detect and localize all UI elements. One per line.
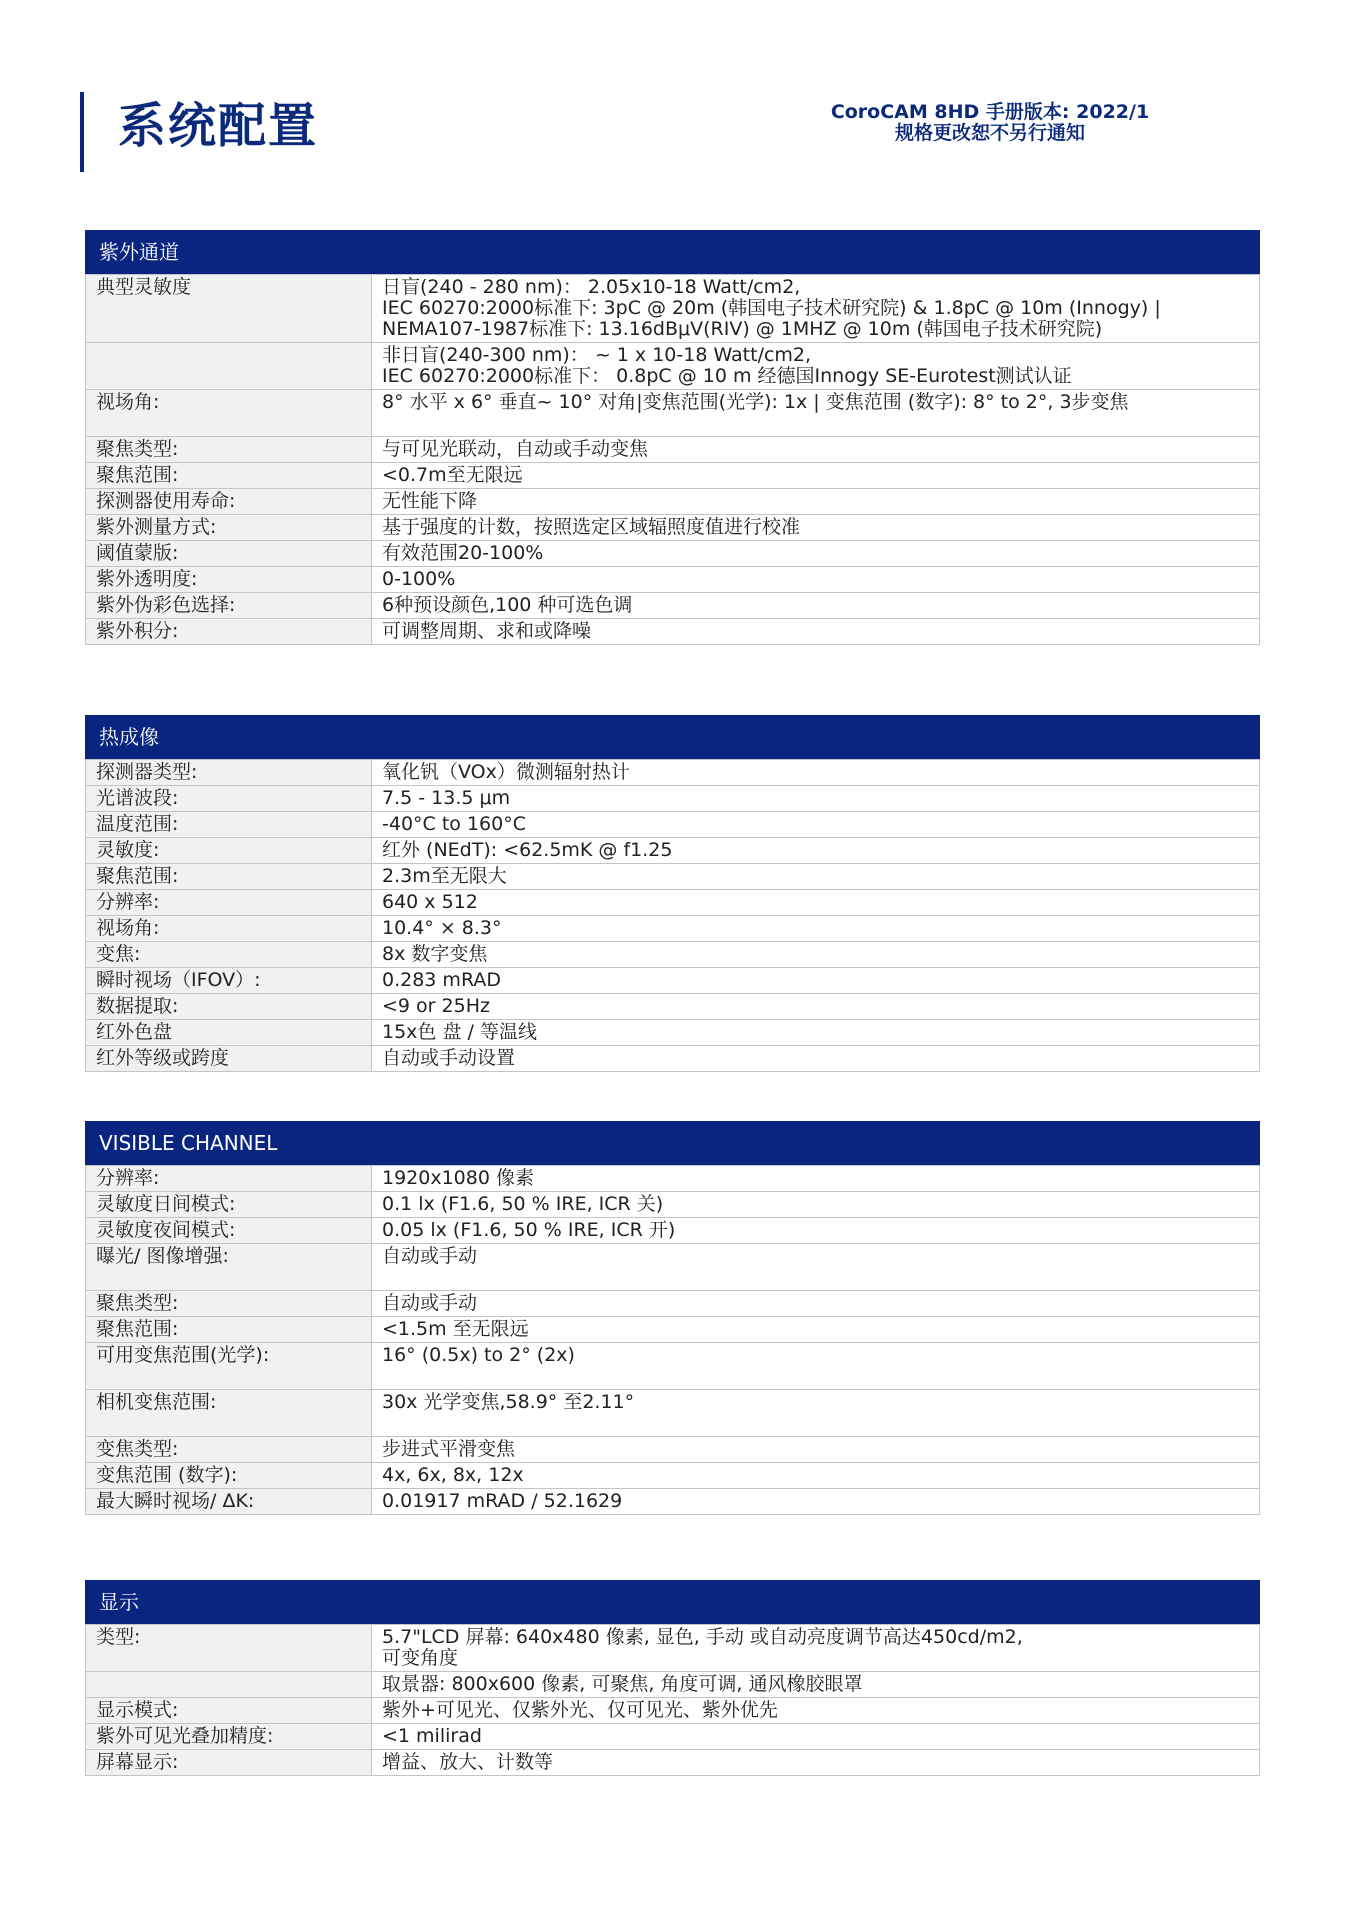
spec-value-line: 16° (0.5x) to 2° (2x) bbox=[382, 1344, 575, 1366]
spec-row bbox=[86, 515, 1260, 541]
spec-row bbox=[86, 1750, 1260, 1776]
spec-row bbox=[86, 838, 1260, 864]
spec-value-line: 0.05 lx (F1.6, 50 % IRE, ICR 开) bbox=[382, 1219, 676, 1241]
document-meta bbox=[800, 102, 1180, 145]
spec-value-line bbox=[382, 1413, 1249, 1434]
spec-value bbox=[372, 1750, 1260, 1776]
spec-value bbox=[372, 1489, 1260, 1515]
spec-value-line: 4x, 6x, 8x, 12x bbox=[382, 1464, 524, 1486]
spec-label: 聚焦类型: bbox=[86, 437, 372, 463]
thermal-section bbox=[85, 715, 1260, 1072]
spec-label: 变焦: bbox=[86, 942, 372, 968]
spec-table bbox=[85, 1165, 1260, 1515]
spec-value-line: 可调整周期、求和或降噪 bbox=[382, 620, 592, 642]
spec-label: 阈值蒙版: bbox=[86, 541, 372, 567]
spec-value bbox=[372, 1390, 1260, 1437]
visible-channel-section bbox=[85, 1121, 1260, 1515]
spec-value bbox=[372, 567, 1260, 593]
spec-value bbox=[372, 1463, 1260, 1489]
spec-value bbox=[372, 437, 1260, 463]
spec-label: 分辨率: bbox=[86, 890, 372, 916]
spec-value-line: 增益、放大、计数等 bbox=[382, 1751, 554, 1773]
section-header: 显示 bbox=[85, 1580, 1260, 1624]
spec-label: 紫外测量方式: bbox=[86, 515, 372, 541]
spec-value-line bbox=[382, 413, 1249, 434]
spec-value bbox=[372, 275, 1260, 343]
spec-label: 紫外伪彩色选择: bbox=[86, 593, 372, 619]
uv-channel-section bbox=[85, 230, 1260, 645]
page-title: 系统配置 bbox=[118, 98, 319, 154]
spec-label: 数据提取: bbox=[86, 994, 372, 1020]
spec-label: 瞬时视场（IFOV）: bbox=[86, 968, 372, 994]
spec-row bbox=[86, 619, 1260, 645]
spec-row bbox=[86, 916, 1260, 942]
spec-value-line: 氧化钒（VOx）微测辐射热计 bbox=[382, 761, 630, 783]
spec-value bbox=[372, 515, 1260, 541]
spec-row bbox=[86, 1489, 1260, 1515]
spec-row bbox=[86, 567, 1260, 593]
spec-value bbox=[372, 463, 1260, 489]
manual-version: CoroCAM 8HD 手册版本: 2022/1 bbox=[830, 101, 1150, 123]
spec-value-line: NEMA107-1987标准下: 13.16dBμV(RIV) @ 1MHZ @ 10m (韩国电子技术研究院) bbox=[382, 318, 1103, 340]
spec-row bbox=[86, 1343, 1260, 1390]
spec-value-line: 有效范围20-100% bbox=[382, 542, 544, 564]
spec-label: 变焦范围 (数字): bbox=[86, 1463, 372, 1489]
spec-value-line: 2.3m至无限大 bbox=[382, 865, 507, 887]
spec-label: 紫外可见光叠加精度: bbox=[86, 1724, 372, 1750]
spec-value bbox=[372, 1166, 1260, 1192]
spec-value-line: 1920x1080 像素 bbox=[382, 1167, 534, 1189]
spec-value bbox=[372, 1218, 1260, 1244]
spec-table bbox=[85, 1624, 1260, 1776]
spec-label: 灵敏度: bbox=[86, 838, 372, 864]
spec-value bbox=[372, 593, 1260, 619]
spec-value bbox=[372, 1046, 1260, 1072]
spec-value-line: 8x 数字变焦 bbox=[382, 943, 488, 965]
spec-value-line: <0.7m至无限远 bbox=[382, 464, 523, 486]
spec-value-line: 红外 (NEdT): <62.5mK @ f1.25 bbox=[382, 839, 673, 861]
spec-row bbox=[86, 786, 1260, 812]
spec-value-line: 7.5 - 13.5 μm bbox=[382, 787, 511, 809]
spec-row bbox=[86, 275, 1260, 343]
spec-row bbox=[86, 1390, 1260, 1437]
spec-value-line bbox=[382, 1366, 1249, 1387]
spec-value bbox=[372, 1244, 1260, 1291]
spec-value bbox=[372, 541, 1260, 567]
spec-label: 光谱波段: bbox=[86, 786, 372, 812]
spec-label bbox=[86, 1672, 372, 1698]
spec-value-line: 日盲(240 - 280 nm)： 2.05x10-18 Watt/cm2, bbox=[382, 276, 801, 298]
spec-label: 变焦类型: bbox=[86, 1437, 372, 1463]
spec-value bbox=[372, 1724, 1260, 1750]
spec-label: 分辨率: bbox=[86, 1166, 372, 1192]
spec-notice: 规格更改恕不另行通知 bbox=[894, 122, 1085, 145]
spec-row bbox=[86, 1625, 1260, 1672]
spec-value-line: 30x 光学变焦,58.9° 至2.11° bbox=[382, 1391, 635, 1413]
spec-value-line: 自动或手动 bbox=[382, 1292, 478, 1314]
spec-value-line: 与可见光联动，自动或手动变焦 bbox=[382, 438, 649, 460]
spec-label: 红外等级或跨度 bbox=[86, 1046, 372, 1072]
spec-value-line: <1 milirad bbox=[382, 1725, 482, 1747]
spec-label: 视场角: bbox=[86, 916, 372, 942]
spec-value-line: 0.1 lx (F1.6, 50 % IRE, ICR 关) bbox=[382, 1193, 664, 1215]
spec-value bbox=[372, 812, 1260, 838]
spec-value-line: IEC 60270:2000标准下: 3pC @ 20m (韩国电子技术研究院) & 1.8pC @ 10m (Innogy) | bbox=[382, 297, 1161, 319]
spec-row bbox=[86, 593, 1260, 619]
spec-label: 聚焦类型: bbox=[86, 1291, 372, 1317]
spec-value-line: IEC 60270:2000标准下： 0.8pC @ 10 m 经德国Innogy SE-Eurotest测试认证 bbox=[382, 365, 1072, 387]
spec-row bbox=[86, 463, 1260, 489]
spec-label: 聚焦范围: bbox=[86, 463, 372, 489]
spec-value bbox=[372, 390, 1260, 437]
spec-label: 探测器类型: bbox=[86, 760, 372, 786]
spec-row bbox=[86, 437, 1260, 463]
spec-row bbox=[86, 489, 1260, 515]
spec-value-line bbox=[382, 1267, 1249, 1288]
spec-value bbox=[372, 1672, 1260, 1698]
spec-label: 紫外积分: bbox=[86, 619, 372, 645]
spec-value-line: 可变角度 bbox=[382, 1647, 459, 1669]
spec-label: 聚焦范围: bbox=[86, 1317, 372, 1343]
spec-value bbox=[372, 890, 1260, 916]
section-header: 紫外通道 bbox=[85, 230, 1260, 274]
spec-row bbox=[86, 1317, 1260, 1343]
display-section bbox=[85, 1580, 1260, 1776]
spec-label: 视场角: bbox=[86, 390, 372, 437]
section-header: 热成像 bbox=[85, 715, 1260, 759]
spec-value bbox=[372, 864, 1260, 890]
spec-label: 灵敏度夜间模式: bbox=[86, 1218, 372, 1244]
spec-label: 最大瞬时视场/ ΔK: bbox=[86, 1489, 372, 1515]
spec-value-line: 0.283 mRAD bbox=[382, 969, 502, 991]
spec-label: 曝光/ 图像增强: bbox=[86, 1244, 372, 1291]
spec-value bbox=[372, 838, 1260, 864]
spec-value bbox=[372, 619, 1260, 645]
spec-label: 可用变焦范围(光学): bbox=[86, 1343, 372, 1390]
spec-value-line: 步进式平滑变焦 bbox=[382, 1438, 516, 1460]
spec-row bbox=[86, 1672, 1260, 1698]
spec-value-line: 非日盲(240-300 nm)： ~ 1 x 10-18 Watt/cm2, bbox=[382, 344, 812, 366]
spec-row bbox=[86, 942, 1260, 968]
spec-value bbox=[372, 489, 1260, 515]
spec-value bbox=[372, 343, 1260, 390]
spec-row bbox=[86, 968, 1260, 994]
spec-label: 屏幕显示: bbox=[86, 1750, 372, 1776]
spec-row bbox=[86, 541, 1260, 567]
spec-label bbox=[86, 343, 372, 390]
spec-label: 探测器使用寿命: bbox=[86, 489, 372, 515]
spec-row bbox=[86, 343, 1260, 390]
spec-row bbox=[86, 1218, 1260, 1244]
spec-value-line: 0.01917 mRAD / 52.1629 bbox=[382, 1490, 623, 1512]
spec-value-line: 自动或手动 bbox=[382, 1245, 478, 1267]
spec-row bbox=[86, 1463, 1260, 1489]
spec-value bbox=[372, 942, 1260, 968]
spec-value bbox=[372, 916, 1260, 942]
spec-value bbox=[372, 1291, 1260, 1317]
spec-value-line: 6种预设颜色,100 种可选色调 bbox=[382, 594, 633, 616]
spec-value bbox=[372, 1343, 1260, 1390]
spec-table bbox=[85, 274, 1260, 645]
spec-value-line: 8° 水平 x 6° 垂直~ 10° 对角|变焦范围(光学): 1x | 变焦范围 (数字): 8° to 2°, 3步变焦 bbox=[382, 391, 1129, 413]
spec-row bbox=[86, 1046, 1260, 1072]
spec-label: 温度范围: bbox=[86, 812, 372, 838]
spec-row bbox=[86, 1291, 1260, 1317]
spec-table bbox=[85, 759, 1260, 1072]
spec-value-line: 640 x 512 bbox=[382, 891, 478, 913]
spec-label: 聚焦范围: bbox=[86, 864, 372, 890]
spec-row bbox=[86, 1698, 1260, 1724]
spec-value-line: 自动或手动设置 bbox=[382, 1047, 516, 1069]
spec-row bbox=[86, 1437, 1260, 1463]
spec-label: 相机变焦范围: bbox=[86, 1390, 372, 1437]
spec-value-line: -40°C to 160°C bbox=[382, 813, 526, 835]
spec-value bbox=[372, 760, 1260, 786]
spec-value-line: 紫外+可见光、仅紫外光、仅可见光、紫外优先 bbox=[382, 1699, 778, 1721]
spec-label: 典型灵敏度 bbox=[86, 275, 372, 343]
spec-value-line: 基于强度的计数，按照选定区域辐照度值进行校准 bbox=[382, 516, 801, 538]
section-header: VISIBLE CHANNEL bbox=[85, 1121, 1260, 1165]
spec-value bbox=[372, 786, 1260, 812]
spec-label: 灵敏度日间模式: bbox=[86, 1192, 372, 1218]
spec-value bbox=[372, 1020, 1260, 1046]
spec-value-line: 5.7"LCD 屏幕: 640x480 像素, 显色, 手动 或自动亮度调节高达450cd/m2, bbox=[382, 1626, 1023, 1648]
spec-value bbox=[372, 994, 1260, 1020]
spec-value-line: <1.5m 至无限远 bbox=[382, 1318, 529, 1340]
spec-value bbox=[372, 1437, 1260, 1463]
spec-row bbox=[86, 1020, 1260, 1046]
spec-value bbox=[372, 1317, 1260, 1343]
spec-value-line: 10.4° × 8.3° bbox=[382, 917, 502, 939]
spec-row bbox=[86, 390, 1260, 437]
spec-value-line: <9 or 25Hz bbox=[382, 995, 490, 1017]
spec-row bbox=[86, 994, 1260, 1020]
spec-label: 类型: bbox=[86, 1625, 372, 1672]
spec-value bbox=[372, 1192, 1260, 1218]
spec-label: 紫外透明度: bbox=[86, 567, 372, 593]
spec-value-line: 无性能下降 bbox=[382, 490, 478, 512]
title-accent-bar bbox=[80, 92, 84, 172]
spec-row bbox=[86, 1244, 1260, 1291]
spec-row bbox=[86, 1724, 1260, 1750]
spec-value-line: 0-100% bbox=[382, 568, 456, 590]
spec-value-line: 15x色 盘 / 等温线 bbox=[382, 1021, 537, 1043]
spec-value bbox=[372, 1698, 1260, 1724]
spec-row bbox=[86, 1192, 1260, 1218]
spec-value bbox=[372, 968, 1260, 994]
spec-row bbox=[86, 812, 1260, 838]
spec-row bbox=[86, 1166, 1260, 1192]
spec-value-line: 取景器: 800x600 像素, 可聚焦, 角度可调, 通风橡胶眼罩 bbox=[382, 1673, 863, 1695]
spec-row bbox=[86, 760, 1260, 786]
spec-row bbox=[86, 890, 1260, 916]
spec-label: 显示模式: bbox=[86, 1698, 372, 1724]
spec-row bbox=[86, 864, 1260, 890]
spec-label: 红外色盘 bbox=[86, 1020, 372, 1046]
spec-value bbox=[372, 1625, 1260, 1672]
